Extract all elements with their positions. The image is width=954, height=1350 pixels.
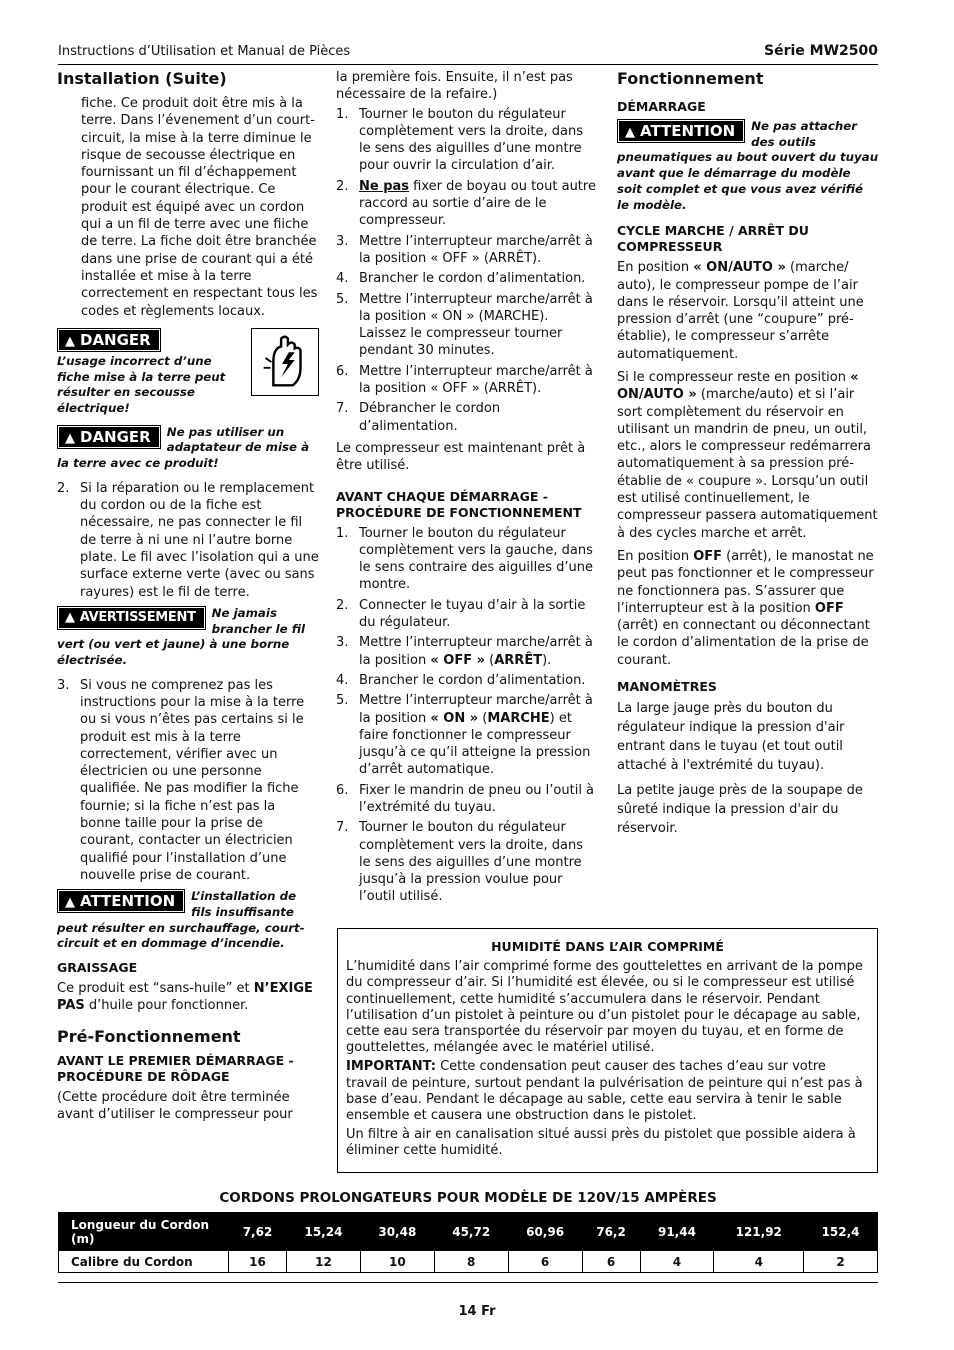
extension-cord-table bbox=[58, 1212, 878, 1273]
humidity-paragraph-2: IMPORTANT: Cette condensation peut causer des taches d’eau sur votre travail de peinture, surtout pendant la pulvérisation de peinture qui n’est pas à base d’eau. Pendant le décapage au sable, cette eau servira à tenir le sable ensemble et causera une obstruction dans le pistolet. bbox=[346, 1059, 863, 1124]
list-item: 7. Débrancher le cordon d’alimentation. bbox=[336, 401, 501, 434]
list-item: 1. Tourner le bouton du régulateur complètement vers la gauche, dans le sens contraire des aiguilles d’une montre. bbox=[336, 525, 594, 593]
danger-warning-2 bbox=[57, 425, 319, 472]
table-cell: 6 bbox=[508, 1251, 582, 1273]
list-item: 3. Si vous ne comprenez pas les instructions pour la mise à la terre ou si vous n’êtes pas certains si le produit est mis à la terre correctement, vérifier avec un électricien ou une personne qualifiée. Ne pas modifier la fiche fournie; si la fiche n’est pas la bonne taille pour la prise de courant, contacter un électricien qualifié pour l’installation d’une nouvelle prise de courant. bbox=[57, 677, 305, 883]
rodage-steps bbox=[336, 106, 598, 435]
list-item: 3. Mettre l’interrupteur marche/arrêt à la position « OFF » (ARRÊT). bbox=[336, 635, 593, 668]
rodage-intro: (Cette procédure doit être terminée avant d’utiliser le compresseur pour bbox=[57, 1089, 293, 1122]
table-cell: 76,2 bbox=[582, 1213, 640, 1251]
table-cell: 8 bbox=[434, 1251, 508, 1273]
attention-text-2: Ne pas attacher des outils pneumatiques au bout ouvert du tuyau avant que le démarrage du modèle soit complet et que vous avez vérifié le modèle. bbox=[617, 119, 879, 212]
attention-warning-1 bbox=[57, 889, 319, 952]
list-item: 4. Brancher le cordon d’alimentation. bbox=[336, 271, 586, 287]
avertissement-text: Ne jamais brancher le fil vert (ou vert et jaune) à une borne électrisée. bbox=[57, 605, 306, 667]
table-cell: 16 bbox=[229, 1251, 287, 1273]
table-row bbox=[59, 1251, 878, 1273]
table-cell: 30,48 bbox=[360, 1213, 434, 1251]
extension-cord-table-title: CORDONS PROLONGATEURS POUR MODÈLE DE 120V/15 AMPÈRES bbox=[219, 1190, 717, 1206]
attention-badge-2: ▲ ATTENTION bbox=[617, 119, 745, 143]
danger-text-1: L’usage incorrect d’une fiche mise à la terre peut résulter en secousse électrique! bbox=[57, 353, 226, 415]
ready-text: Le compresseur est maintenant prêt à être utilisé. bbox=[336, 440, 586, 474]
table-cell: 6 bbox=[582, 1251, 640, 1273]
rodage-continued: la première fois. Ensuite, il n’est pas nécessaire de la refaire.) bbox=[336, 70, 573, 103]
gauge-paragraph-1: La large jauge près du bouton du régulateur indique la pression d'air entrant dans le tuyau (et tout outil attaché à l'extrémité du tuyau). bbox=[617, 701, 845, 774]
fonctionnement-title: Fonctionnement bbox=[617, 69, 764, 88]
warning-triangle-icon: ▲ bbox=[65, 895, 75, 911]
table-header-length: Longueur du Cordon (m) bbox=[59, 1213, 229, 1251]
table-cell: 10 bbox=[360, 1251, 434, 1273]
installation-title: Installation (Suite) bbox=[57, 69, 227, 88]
table-cell: 4 bbox=[714, 1251, 804, 1273]
header-manual-title: Instructions d’Utilisation et Manual de Pièces bbox=[58, 44, 351, 59]
humidity-title: HUMIDITÉ DANS L’AIR COMPRIMÉ bbox=[491, 939, 724, 954]
manometres-subtitle: MANOMÈTRES bbox=[617, 679, 717, 695]
humidity-paragraph-1: L’humidité dans l’air comprimé forme des gouttelettes en arrivant de la pompe du compresseur d’air. Si l’humidité est élevée, ou si le compresseur est utilisé continuellement, cette humidité s’accumulera dans le réservoir. Pendant l’utilisation d’un pistolet à peinture ou d’un pistolet pour le décapage au sable, cette eau sera transportée du réservoir par moyen du tuyau, et en forme de gouttelettes, mélangée avec le matériel utilisé. bbox=[346, 959, 863, 1056]
table-cell: 7,62 bbox=[229, 1213, 287, 1251]
list-item: 2. Si la réparation ou le remplacement du cordon ou de la fiche est nécessaire, ne pas connecter le fil de terre à ni une ni l’autre borne plate. Le fil avec l’isolation qui a une surface externe verte (avec ou sans rayures) est le fil de terre. bbox=[57, 480, 319, 600]
graissage-text: Ce produit est “sans-huile” et N’EXIGE PAS d’huile pour fonctionner. bbox=[57, 981, 313, 1014]
list-item: 4. Brancher le cordon d’alimentation. bbox=[336, 672, 586, 688]
list-item: 6. Fixer le mandrin de pneu ou l’outil à l’extrémité du tuyau. bbox=[336, 782, 595, 815]
cycle-subtitle: CYCLE MARCHE / ARRÊT DU COMPRESSEUR bbox=[617, 223, 809, 255]
grounding-list-b bbox=[57, 677, 319, 885]
page-number: 14 Fr bbox=[458, 1304, 496, 1319]
column-2 bbox=[336, 69, 598, 911]
operation-subtitle: AVANT CHAQUE DÉMARRAGE - PROCÉDURE DE FONCTIONNEMENT bbox=[336, 488, 582, 520]
warning-triangle-icon: ▲ bbox=[65, 333, 75, 349]
warning-triangle-icon: ▲ bbox=[65, 609, 75, 625]
list-item: 5. Mettre l’interrupteur marche/arrêt à la position « ON » (MARCHE). Laissez le compresseur tourner pendant 30 minutes. bbox=[336, 291, 593, 359]
attention-badge-1: ▲ ATTENTION bbox=[57, 889, 185, 913]
electric-shock-icon bbox=[251, 328, 319, 396]
attention-warning-2 bbox=[617, 119, 879, 213]
gauge-paragraph-2: La petite jauge près de la soupape de sûreté indique la pression d'air du réservoir. bbox=[617, 783, 863, 837]
table-header-gauge: Calibre du Cordon bbox=[59, 1251, 229, 1273]
table-cell: 15,24 bbox=[287, 1213, 361, 1251]
table-cell: 2 bbox=[804, 1251, 878, 1273]
avertissement-badge: ▲ AVERTISSEMENT bbox=[57, 606, 206, 630]
table-cell: 60,96 bbox=[508, 1213, 582, 1251]
cycle-paragraph-3: En position OFF (arrêt), le manostat ne peut pas fonctionner et le compresseur ne fonctionnera pas. S’assurer que l’interrupteur est à la position OFF (arrêt) en connectant ou déconnectant le cordon d’alimentation de la prise de courant. bbox=[617, 548, 874, 668]
list-item: 6. Mettre l’interrupteur marche/arrêt à la position « OFF » (ARRÊT). bbox=[336, 363, 593, 397]
table-cell: 152,4 bbox=[804, 1213, 878, 1251]
column-3 bbox=[617, 69, 879, 844]
warning-triangle-icon: ▲ bbox=[65, 430, 75, 446]
page-header bbox=[58, 43, 878, 65]
cycle-paragraph-2: Si le compresseur reste en position « ON/AUTO » (marche/auto) et si l’air sort complètement du réservoir en utilisant un mandrin de pneu, un outil, etc., alors le compresseur redémarrera automatiquement à sa pression pré-établie de « coupure ». Lorsqu’un outil est utilisé continuellement, le compresseur passera automatiquement à des cycles marche et arrêt. bbox=[617, 370, 878, 541]
grounding-paragraph: fiche. Ce produit doit être mis à la terre. Dans l’évenement d’un court-circuit, la mise à la terre diminue le risque de secousse électrique en fournissant un fil d’échappement pour le courant électrique. Ce produit est équipé avec un cordon qui a un fil de terre avec une fiiche de terre. La fiche doit être branchée dans une prise de courant qui a été installée et mise à la terre correctement en respectant tous les codes et règlements locaux. bbox=[81, 96, 318, 319]
table-cell: 12 bbox=[287, 1251, 361, 1273]
column-1 bbox=[57, 69, 319, 1129]
table-row bbox=[59, 1213, 878, 1251]
danger-badge-2: ▲ DANGER bbox=[57, 425, 161, 449]
warning-triangle-icon: ▲ bbox=[625, 125, 635, 140]
list-item: 5. Mettre l’interrupteur marche/arrêt à la position « ON » (MARCHE) et faire fonctionner le compresseur jusqu’à ce qu’il atteigne la pression d’arrêt automatique. bbox=[336, 693, 593, 778]
pre-fonctionnement-title: Pré-Fonctionnement bbox=[57, 1026, 241, 1046]
demarrage-subtitle: DÉMARRAGE bbox=[617, 99, 706, 114]
grounding-list-a bbox=[57, 480, 319, 601]
humidity-info-box bbox=[337, 928, 878, 1173]
list-item: 2. Ne pas fixer de boyau ou tout autre raccord au sortie d’aire de le compresseur. bbox=[336, 178, 596, 229]
list-item: 3. Mettre l’interrupteur marche/arrêt à la position « OFF » (ARRÊT). bbox=[336, 233, 593, 266]
danger-text-2: Ne pas utiliser un adaptateur de mise à la terre avec ce produit! bbox=[57, 424, 310, 471]
list-item: 1. Tourner le bouton du régulateur complètement vers la droite, dans le sens des aiguilles d’une montre pour ouvrir la circulation d’air. bbox=[336, 106, 583, 174]
table-cell: 91,44 bbox=[640, 1213, 714, 1251]
danger-warning-1 bbox=[57, 328, 319, 417]
avertissement-warning bbox=[57, 606, 319, 669]
list-item: 7. Tourner le bouton du régulateur complètement vers la droite, dans le sens des aiguilles d’une montre jusqu’à la pression voulue pour l’outil utilisé. bbox=[336, 820, 583, 905]
rodage-subtitle: AVANT LE PREMIER DÉMARRAGE - PROCÉDURE DE RÔDAGE bbox=[57, 1052, 294, 1084]
table-cell: 4 bbox=[640, 1251, 714, 1273]
danger-badge-1: ▲ DANGER bbox=[57, 328, 161, 352]
graissage-title: GRAISSAGE bbox=[57, 960, 138, 976]
operation-steps bbox=[336, 525, 598, 906]
humidity-paragraph-3: Un filtre à air en canalisation situé aussi près du pistolet que possible aidera à éliminer cette humidité. bbox=[346, 1127, 856, 1159]
table-cell: 45,72 bbox=[434, 1213, 508, 1251]
attention-text-1: L’installation de fils insuffisante peut résulter en surchauffage, court-circuit et en dommage d’incendie. bbox=[57, 889, 305, 951]
list-item: 2. Connecter le tuyau d’air à la sortie du régulateur. bbox=[336, 597, 586, 631]
cycle-paragraph-1: En position « ON/AUTO » (marche/ auto), le compresseur pompe de l’air dans le réservoir. Lorsqu’il atteint une pression d’arrêt (une “coupure” pré-établie), le compresseur s’arrête automatiquement. bbox=[617, 260, 864, 362]
table-cell: 121,92 bbox=[714, 1213, 804, 1251]
header-series: Série MW2500 bbox=[764, 43, 878, 59]
footer-rule bbox=[58, 1282, 878, 1283]
